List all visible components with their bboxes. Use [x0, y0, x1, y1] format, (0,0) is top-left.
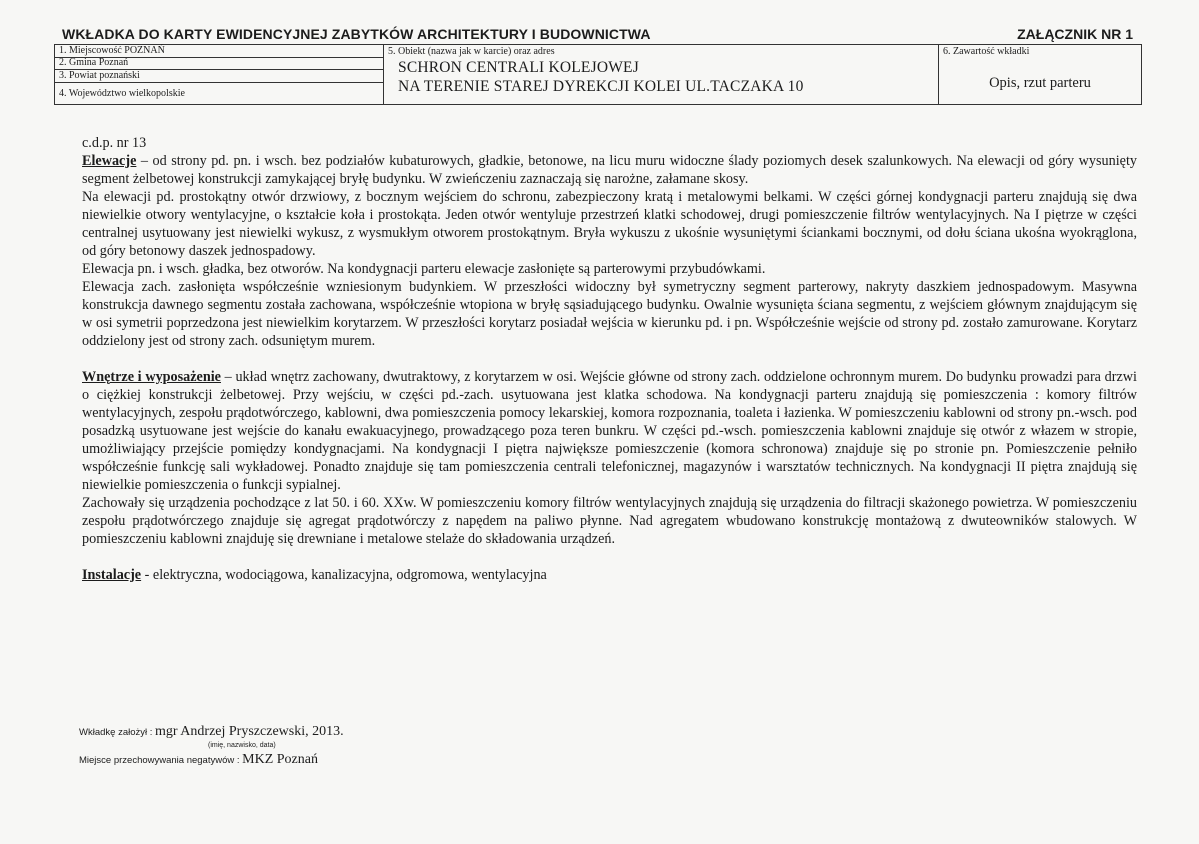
locality-field: 1. Miejscowość POZNAŃ: [55, 45, 383, 58]
urzadzenia-paragraph: Zachowały się urządzenia pochodzące z lat 50. i 60. XXw. W pomieszczeniu komory filtrów wentylacyjnych znajdują się urządzenia do filtracji skażonego powietrza. W pomieszczeniu zespołu prądotwórczego znajduje się agregat prądotwórczy z napędem na paliwo płynne. Nad agregatem wbudowano konstrukcję montażową z dwuteowników stalowych. W pomieszczeniu kablowni znajduję się drewniane i metalowe stelaże do składowania urządzeń.: [82, 495, 1137, 547]
elewacje-heading: Elewacje: [82, 153, 137, 169]
commune-field: 2. Gmina Poznań: [55, 57, 383, 70]
elewacje-text: – od strony pd. pn. i wsch. bez podziałów kubaturowych, gładkie, betonowe, na licu muru widoczne ślady poziomych desek szalunkowych. Na elewacji od góry wysunięty segment żelbetowej konstrukcji zamykającej bryłę budynku. W zwieńczeniu zaznaczają się narożne, załamane skosy.: [82, 153, 1137, 187]
instalacje-paragraph: [82, 566, 1137, 584]
document-title: WKŁADKA DO KARTY EWIDENCYJNEJ ZABYTKÓW ARCHITEKTURY I BUDOWNICTWA: [62, 26, 651, 42]
location-column: [55, 45, 384, 104]
object-address: NA TERENIE STAREJ DYREKCJI KOLEI UL.TACZAKA 10: [398, 78, 804, 95]
wnetrze-heading: Wnętrze i wyposażenie: [82, 369, 221, 385]
elewacja-pn-paragraph: Elewacja pn. i wsch. gładka, bez otworów. Na kondygnacji parteru elewacje zasłonięte są parterowymi przybudówkami.: [82, 261, 766, 277]
object-column: [384, 45, 939, 104]
content-label: 6. Zawartość wkładki: [943, 46, 1030, 57]
elewacje-paragraph: [82, 152, 1137, 188]
description-body: [82, 134, 1137, 584]
continuation-label: c.d.p. nr 13: [82, 135, 147, 151]
voivodeship-field: 4. Województwo wielkopolskie: [59, 88, 185, 99]
object-label: 5. Obiekt (nazwa jak w karcie) oraz adres: [388, 46, 555, 57]
object-name: SCHRON CENTRALI KOLEJOWEJ: [398, 59, 639, 76]
content-value: Opis, rzut parteru: [989, 75, 1091, 91]
author-label: Wkładkę założył :: [79, 727, 156, 738]
county-field: 3. Powiat poznański: [55, 70, 383, 83]
author-value: mgr Andrzej Pryszczewski, 2013.: [155, 724, 344, 739]
header-table: [54, 44, 1142, 105]
content-column: [939, 45, 1141, 104]
author-caption: (imię, nazwisko, data): [208, 742, 276, 749]
storage-label: Miejsce przechowywania negatywów :: [79, 755, 243, 766]
elewacja-pd-paragraph: Na elewacji pd. prostokątny otwór drzwiowy, z bocznym wejściem do schronu, zabezpieczony kratą i metalowymi belkami. W części górnej kondygnacji parteru znajdują się dwa niewielkie otwory wentylacyjne, o kształcie koła i prostokąta. Jeden otwór wentyluje przestrzeń klatki schodowej, drugi pomieszczenie filtrów wentylacyjnych. Na I piętrze w części centralnej usytuowany jest niewielki wykusz, z wysmukłym otworem prostokątnym. Bryła wykuszu z ukośnie wysuniętymi ściankami bocznymi, od dołu ściana ukośna wyokrąglona, od góry betonowy daszek jednospadowy.: [82, 189, 1137, 259]
author-line: [79, 724, 344, 740]
instalacje-text: - elektryczna, wodociągowa, kanalizacyjna, odgromowa, wentylacyjna: [141, 567, 547, 583]
storage-value: MKZ Poznań: [242, 752, 318, 767]
elewacja-zach-paragraph: Elewacja zach. zasłonięta współcześnie wzniesionym budynkiem. W przeszłości widoczny był symetryczny segment parterowy, nakryty daszkiem jednospadowym. Masywna konstrukcja dawnego segmentu została zachowana, współcześnie wtopiona w bryłę sąsiadującego budynku. Owalnie wysunięta ściana segmentu, z wejściem głównym znajdującym się w osi symetrii poprzedzona jest niewielkim korytarzem. W przeszłości korytarz posiadał wejścia w kierunku pd. i pn. Współcześnie wejście od strony pd. zostało zamurowane. Korytarz oddzielony jest od strony zach. odsuniętym murem.: [82, 279, 1137, 349]
wnetrze-paragraph: [82, 368, 1137, 494]
annex-label: ZAŁĄCZNIK NR 1: [1017, 26, 1133, 42]
wnetrze-text: – układ wnętrz zachowany, dwutraktowy, z korytarzem w osi. Wejście główne od strony zach. oddzielone ochronnym murem. Do budynku prowadzi para drzwi o ciężkiej konstrukcji żelbetowej. Przy wejściu, w części pd.-zach. usytuowana jest klatka schodowa. Na kondygnacji parteru znajdują się pomieszczenia : komory filtrów wentylacyjnych, zespołu prądotwórczego, kablowni, dwa pomieszczenia pomocy lekarskiej, komora rozpoznania, toaleta i łazienka. W pomieszczeniu kablowni od strony pn.-wsch. pod posadzką usytuowane jest wejście do kanału ewakuacyjnego, prowadzącego poza teren bunkru. W części pd.-wsch. pomieszczenia kablowni znajduje się otwór z włazem w stropie, umożliwiający przejście pomiędzy kondygnacjami. Na kondygnacji I piętra największe pomieszczenie (komora schronowa) znajduje się po stronie pn. Pomieszczenie pełniło współcześnie funkcję sali wykładowej. Ponadto znajduje się tam pomieszczenia centrali telefonicznej, magazynów i warsztatów technicznych. Na kondygnacji II piętra znajdują się niewielkie pomieszczenia o funkcji sypialnej.: [82, 369, 1137, 493]
storage-line: [79, 752, 318, 768]
instalacje-heading: Instalacje: [82, 567, 142, 583]
